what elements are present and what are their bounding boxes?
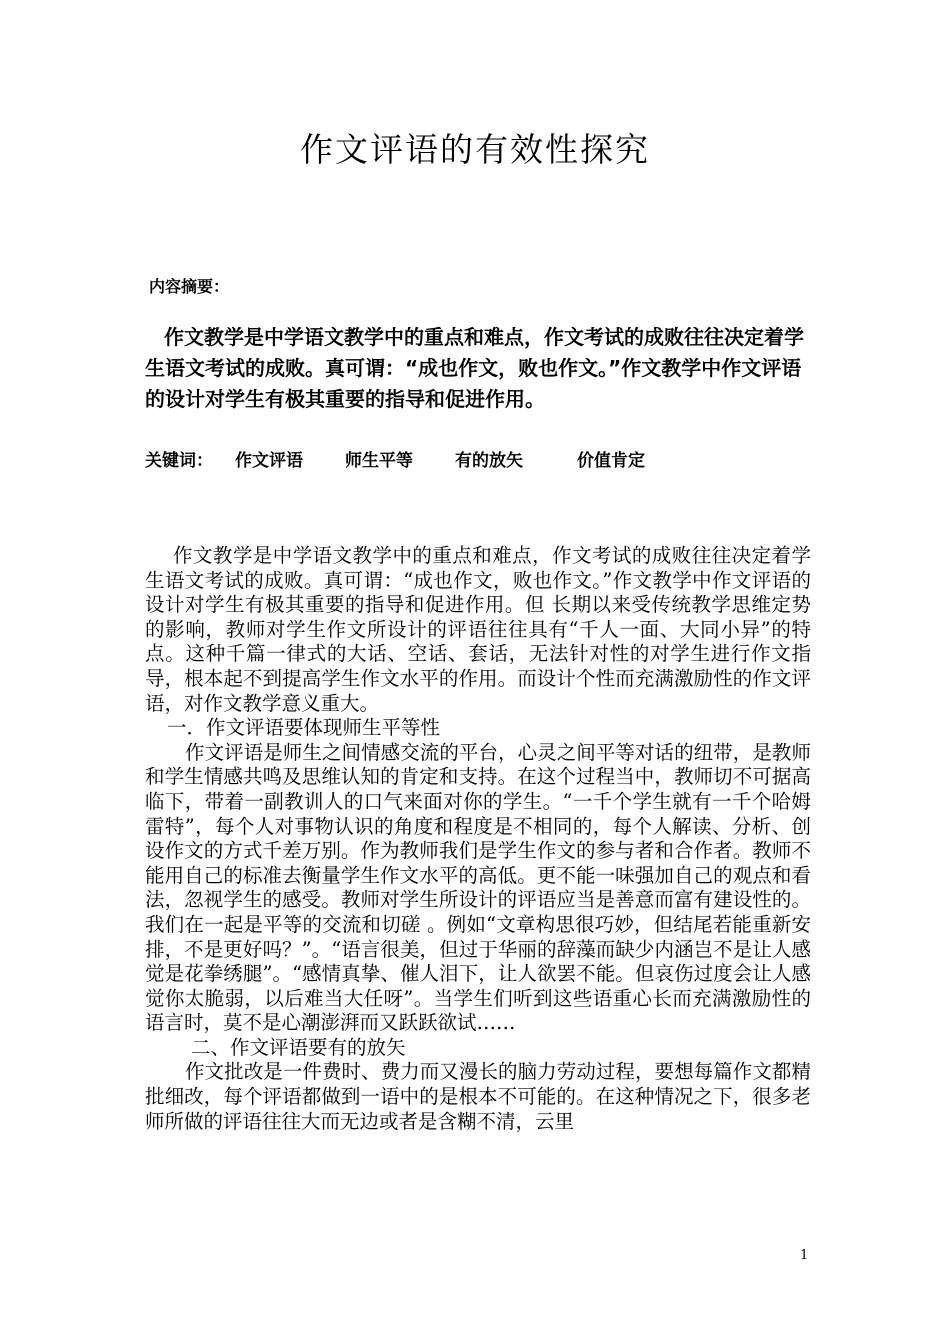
keywords-line <box>145 449 645 473</box>
keyword-item: 师生平等 <box>345 451 413 471</box>
keyword-item: 有的放矢 <box>455 451 523 471</box>
section-heading: 一．作文评语要体现师生平等性 <box>167 716 441 740</box>
keywords-label: 关键词： <box>145 451 213 471</box>
keyword-item: 价值肯定 <box>577 451 645 471</box>
abstract-text: 作文教学是中学语文教学中的重点和难点，作文考试的成败往往决定着学生语文考试的成败。真可谓：“成也作文，败也作文。”作文教学中作文评语的设计对学生有极其重要的指导和促进作用。 <box>145 325 804 411</box>
body-paragraph: 作文批改是一件费时、费力而又漫长的脑力劳动过程，要想每篇作文都精批细改，每个评语都做到一语中的是根本不可能的。在这种情况之下，很多老师所做的评语往往大而无边或者是含糊不清，云里 <box>145 1060 811 1133</box>
body-paragraph: 作文评语是师生之间情感交流的平台，心灵之间平等对话的纽带，是教师和学生情感共鸣及思维认知的肯定和支持。在这个过程当中，教师切不可据高临下，带着一副教训人的口气来面对你的学生。“一千个学生就有一千个哈姆雷特”，每个人对事物认识的角度和程度是不相同的，每个人解读、分析、创设作文的方式千差万别。作为教师我们是学生作文的参与者和合作者。教师不能用自己的标准去衡量学生作文水平的高低。更不能一味强加自己的观点和看法，忽视学生的感受。教师对学生所设计的评语应当是善意而富有建设性的。我们在一起是平等的交流和切磋 。例如“文章构思很巧妙，但结尾若能重新安排，不是更好吗？”。“语言很美，但过于华丽的辞藻而缺少内涵岂不是让人感觉是花拳绣腿”。“感情真挚、催人泪下，让人欲罢不能。但哀伤过度会让人感觉你太脆弱，以后难当大任呀”。当学生们听到这些语重心长而充满激励性的语言时，莫不是心潮澎湃而又跃跃欲试…… <box>145 740 811 1035</box>
body-paragraph: 作文教学是中学语文教学中的重点和难点，作文考试的成败往往决定着学生语文考试的成败。真可谓：“成也作文，败也作文。”作文教学中作文评语的设计对学生有极其重要的指导和促进作用。但 长期以来受传统教学思维定势的影响，教师对学生作文所设计的评语往往具有“千人一面、大同小异”的特点。这种千篇一律式的大话、空话、套话，无法针对性的对学生进行作文指导，根本起不到提高学生作文水平的作用。而设计个性而充满激励性的作文评语，对作文教学意义重大。 <box>145 544 811 715</box>
section-heading: 二、作文评语要有的放矢 <box>191 1035 406 1059</box>
abstract-label: 内容摘要： <box>149 277 230 296</box>
page-number: 1 <box>800 1248 809 1263</box>
body-text <box>145 544 811 1134</box>
document-title: 作文评语的有效性探究 <box>300 130 650 169</box>
keyword-item: 作文评语 <box>235 451 303 471</box>
